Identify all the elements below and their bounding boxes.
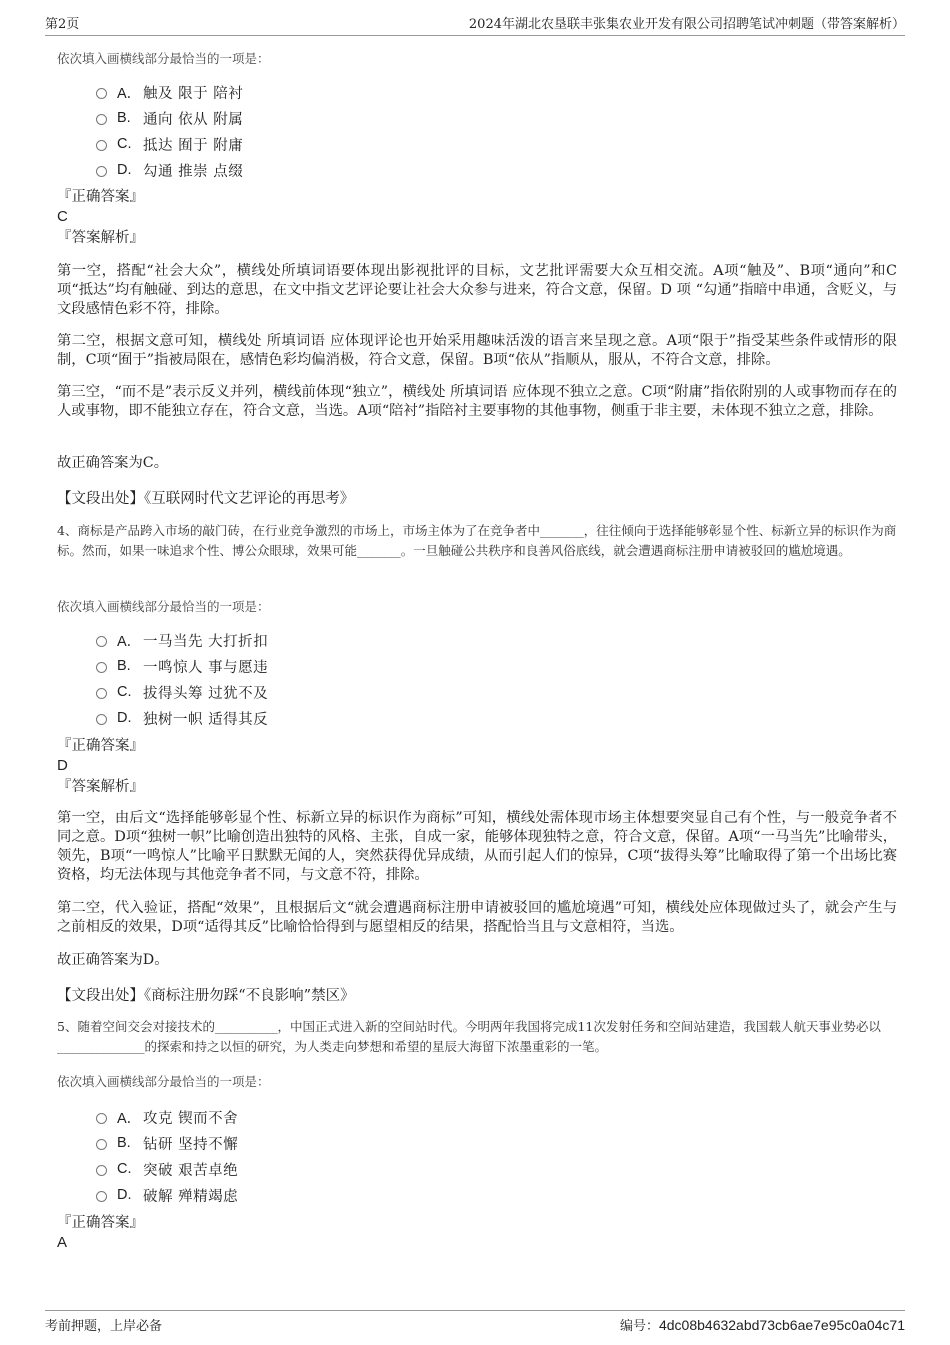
footer-slogan: 考前押题，上岸必备 (45, 1319, 163, 1334)
q4-analysis-p2: 第二空，代入验证，搭配“效果”，且根据后文“就会遭遇商标注册申请被驳回的尴尬境遇”可知，横线处应体现做过头了，就会产生与之前相反的效果，D项“适得其反”比喻恰恰得到与愿望相反的结果，搭配恰当且与文意相符，当选。 (57, 900, 897, 935)
document-title: 2024年湖北农垦联丰张集农业开发有限公司招聘笔试冲刺题（带答案解析） (468, 17, 905, 32)
q3-source: 【文段出处】《互联网时代文艺评论的再思考》 (57, 491, 355, 507)
q4-stem: 4、商标是产品跨入市场的敲门砖，在行业竞争激烈的市场上，市场主体为了在竞争者中_______，往往倾向于选择能够彰显个性、标新立异的标识作为商标。然而，如果一味追求个性、博公众眼球，效果可能_______。一旦触碰公共秩序和良善风俗底线，就会遭遇商标注册申请被驳回的尴尬境遇。 (57, 523, 897, 558)
q3-answer: C (57, 208, 68, 225)
radio-icon[interactable] (96, 88, 107, 99)
q3-prompt: 依次填入画横线部分最恰当的一项是： (57, 51, 270, 66)
q4-option-b[interactable]: B. 一鸣惊人 事与愿违 (96, 653, 268, 679)
q3-analysis-p2: 第二空，根据文意可知，横线处 所填词语 应体现评论也开始采用趣味活泼的语言来呈现之意。A项“限于”指受某些条件或情形的限制，C项“囿于”指被局限在，感情色彩均偏消极，符合文意，保留。B项“依从”指顺从，服从，不符合文意，排除。 (57, 333, 897, 368)
q3-analysis-p1: 第一空，搭配“社会大众”，横线处所填词语要体现出影视批评的目标，文艺批评需要大众互相交流。A项“触及”、B项“通向”和C项“抵达”均有触碰、到达的意思，在文中指文艺评论要让社会大众参与进来，符合文意，保留。D 项 “勾通”指暗中串通，含贬义，与文段感情色彩不符，排除。 (57, 263, 897, 317)
q5-option-b[interactable]: B. 钻研 坚持不懈 (96, 1130, 238, 1156)
radio-icon[interactable] (96, 1165, 107, 1176)
page-header (45, 10, 905, 36)
radio-icon[interactable] (96, 662, 107, 673)
radio-icon[interactable] (96, 1191, 107, 1202)
footer-code: 编号：4dc08b4632abd73cb6ae7e95c0a04c71 (619, 1317, 905, 1334)
q4-answer: D (57, 757, 68, 774)
q3-option-b[interactable]: B. 通向 依从 附属 (96, 105, 243, 131)
radio-icon[interactable] (96, 1139, 107, 1150)
q5-blank-1: __________ (214, 1019, 278, 1034)
q3-option-d[interactable]: D. 勾通 推崇 点缀 (96, 157, 243, 183)
q5-option-d[interactable]: D. 破解 殚精竭虑 (96, 1182, 238, 1208)
q3-conclusion: 故正确答案为C。 (57, 455, 169, 471)
radio-icon[interactable] (96, 1113, 107, 1124)
radio-icon[interactable] (96, 166, 107, 177)
q3-analysis-label: 『答案解析』 (57, 230, 144, 246)
q3-analysis-p3: 第三空，“而不是”表示反义并列，横线前体现“独立”，横线处 所填词语 应体现不独立之意。C项“附庸”指依附别的人或事物而存在的人或事物，即不能独立存在，符合文意，当选。A项“陪衬”指陪衬主要事物的其他事物，侧重于非主要，未体现不独立之意，排除。 (57, 384, 897, 419)
q5-option-c[interactable]: C. 突破 艰苦卓绝 (96, 1156, 238, 1182)
q3-options (96, 79, 243, 183)
q4-analysis-label: 『答案解析』 (57, 779, 144, 795)
q4-prompt: 依次填入画横线部分最恰当的一项是： (57, 599, 270, 614)
q4-option-c[interactable]: C. 拔得头筹 过犹不及 (96, 679, 268, 705)
q3-option-c[interactable]: C. 抵达 囿于 附庸 (96, 131, 243, 157)
radio-icon[interactable] (96, 636, 107, 647)
q4-conclusion: 故正确答案为D。 (57, 952, 169, 968)
q5-prompt: 依次填入画横线部分最恰当的一项是： (57, 1074, 270, 1089)
q5-options (96, 1104, 238, 1208)
q4-analysis-p1: 第一空，由后文“选择能够彰显个性、标新立异的标识作为商标”可知，横线处需体现市场主体想要突显自己有个性，与一般竞争者不同之意。D项“独树一帜”比喻创造出独特的风格、主张，自成一家，能够体现独特之意，符合文意，保留。A项“一马当先”比喻带头，领先，B项“一鸣惊人”比喻平日默默无闻的人，突然获得优异成绩，从而引起人们的惊异，C项“拔得头筹”比喻取得了第一个出场比赛资格，均无法体现与其他竞争者不同，与文意不符，排除。 (57, 810, 897, 883)
q3-option-a[interactable]: A． 触及 限于 陪衬 (96, 79, 243, 105)
q5-blank-2: ______________ (57, 1039, 145, 1054)
page-number: 第2页 (45, 17, 80, 32)
q3-answer-label: 『正确答案』 (57, 189, 144, 205)
radio-icon[interactable] (96, 140, 107, 151)
q5-answer-label: 『正确答案』 (57, 1215, 144, 1231)
q4-option-d[interactable]: D. 独树一帜 适得其反 (96, 705, 268, 731)
q4-answer-label: 『正确答案』 (57, 738, 144, 754)
radio-icon[interactable] (96, 714, 107, 725)
q5-option-a[interactable]: A． 攻克 锲而不舍 (96, 1104, 238, 1130)
radio-icon[interactable] (96, 114, 107, 125)
q4-option-a[interactable]: A． 一马当先 大打折扣 (96, 627, 268, 653)
q5-stem: 5、随着空间交会对接技术的__________，中国正式进入新的空间站时代。今明两年我国将完成11次发射任务和空间站建造，我国载人航天事业势必以______________的探索和持之以恒的研究，为人类走向梦想和希望的星辰大海留下浓墨重彩的一笔。 (57, 1019, 881, 1054)
q4-source: 【文段出处】《商标注册勿踩“不良影响”禁区》 (57, 988, 355, 1004)
q5-answer: A (57, 1234, 68, 1251)
page-footer (45, 1310, 905, 1334)
radio-icon[interactable] (96, 688, 107, 699)
q4-options (96, 627, 268, 731)
